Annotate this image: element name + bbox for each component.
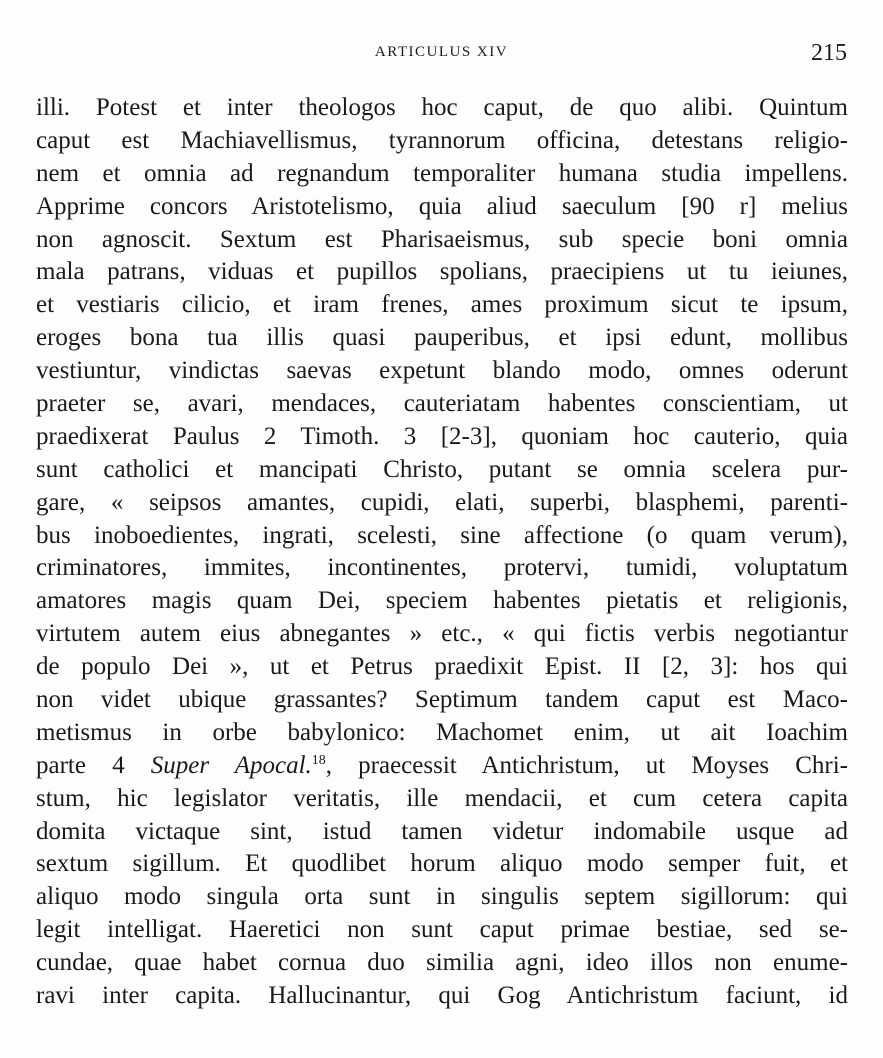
- text-line: praedixerat Paulus 2 Timoth. 3 [2-3], quoniam hoc cauterio, quia: [36, 422, 848, 450]
- text-line-with-footnote: [36, 750, 848, 783]
- text-line: domita victaque sint, istud tamen videtur indomabile usque ad: [36, 817, 848, 845]
- text-line: aliquo modo singula orta sunt in singulis septem sigillorum: qui: [36, 883, 848, 911]
- text-line: caput est Machiavellismus, tyrannorum officina, detestans religio-: [36, 126, 848, 154]
- text-line: praeter se, avari, mendaces, cauteriatam habentes conscientiam, ut: [36, 390, 848, 418]
- text-line: ravi inter capita. Hallucinantur, qui Gog Antichristum faciunt, id: [36, 982, 848, 1010]
- text-line: cundae, quae habet cornua duo similia agni, ideo illos non enume-: [36, 949, 848, 977]
- text-line: bus inoboedientes, ingrati, scelesti, sine affectione (o quam verum),: [36, 521, 848, 549]
- line-text-after: , praecessit Antichristum, ut Moyses Chri-: [325, 751, 849, 779]
- text-line: virtutem autem eius abnegantes » etc., « qui fictis verbis negotiantur: [36, 620, 848, 648]
- text-line: stum, hic legislator veritatis, ille mendacii, et cum cetera capita: [36, 784, 848, 812]
- text-line: mala patrans, viduas et pupillos spolians, praecipiens ut tu ieiunes,: [36, 258, 848, 286]
- text-line: illi. Potest et inter theologos hoc caput, de quo alibi. Quintum: [36, 94, 848, 121]
- text-line: gare, « seipsos amantes, cupidi, elati, superbi, blasphemi, parenti-: [36, 488, 848, 516]
- text-line: eroges bona tua illis quasi pauperibus, et ipsi edunt, mollibus: [36, 324, 848, 352]
- running-title: ARTICULUS XIV: [374, 44, 509, 60]
- running-head: [0, 38, 883, 78]
- text-line: et vestiaris cilicio, et iram frenes, ames proximum sicut te ipsum,: [36, 291, 848, 319]
- text-line: vestiuntur, vindictas saevas expetunt blando modo, omnes oderunt: [36, 357, 848, 385]
- text-line: criminatores, immites, incontinentes, protervi, tumidi, voluptatum: [36, 554, 848, 582]
- text-line: sextum sigillum. Et quodlibet horum aliquo modo semper fuit, et: [36, 850, 848, 878]
- text-line: Apprime concors Aristotelismo, quia aliud saeculum [90 r] melius: [36, 192, 848, 220]
- text-line: non agnoscit. Sextum est Pharisaeismus, sub specie boni omnia: [36, 225, 848, 253]
- page-number: 215: [811, 40, 847, 66]
- footnote-reference: 18: [311, 752, 326, 768]
- text-line: metismus in orbe babylonico: Machomet enim, ut ait Ioachim: [36, 718, 848, 746]
- text-line: non videt ubique grassantes? Septimum tandem caput est Maco-: [36, 686, 848, 714]
- text-line: amatores magis quam Dei, speciem habentes pietatis et religionis,: [36, 587, 848, 615]
- line-text-before: parte 4: [36, 751, 151, 779]
- text-line: nem et omnia ad regnandum temporaliter humana studia impellens.: [36, 159, 848, 187]
- text-line: sunt catholici et mancipati Christo, putant se omnia scelera pur-: [36, 455, 848, 483]
- text-line: de populo Dei », ut et Petrus praedixit Epist. II [2, 3]: hos qui: [36, 653, 848, 681]
- work-title-italic: Super Apocal.: [150, 751, 312, 779]
- text-line: legit intelligat. Haeretici non sunt caput primae bestiae, sed se-: [36, 916, 848, 944]
- body-text: [36, 92, 848, 1013]
